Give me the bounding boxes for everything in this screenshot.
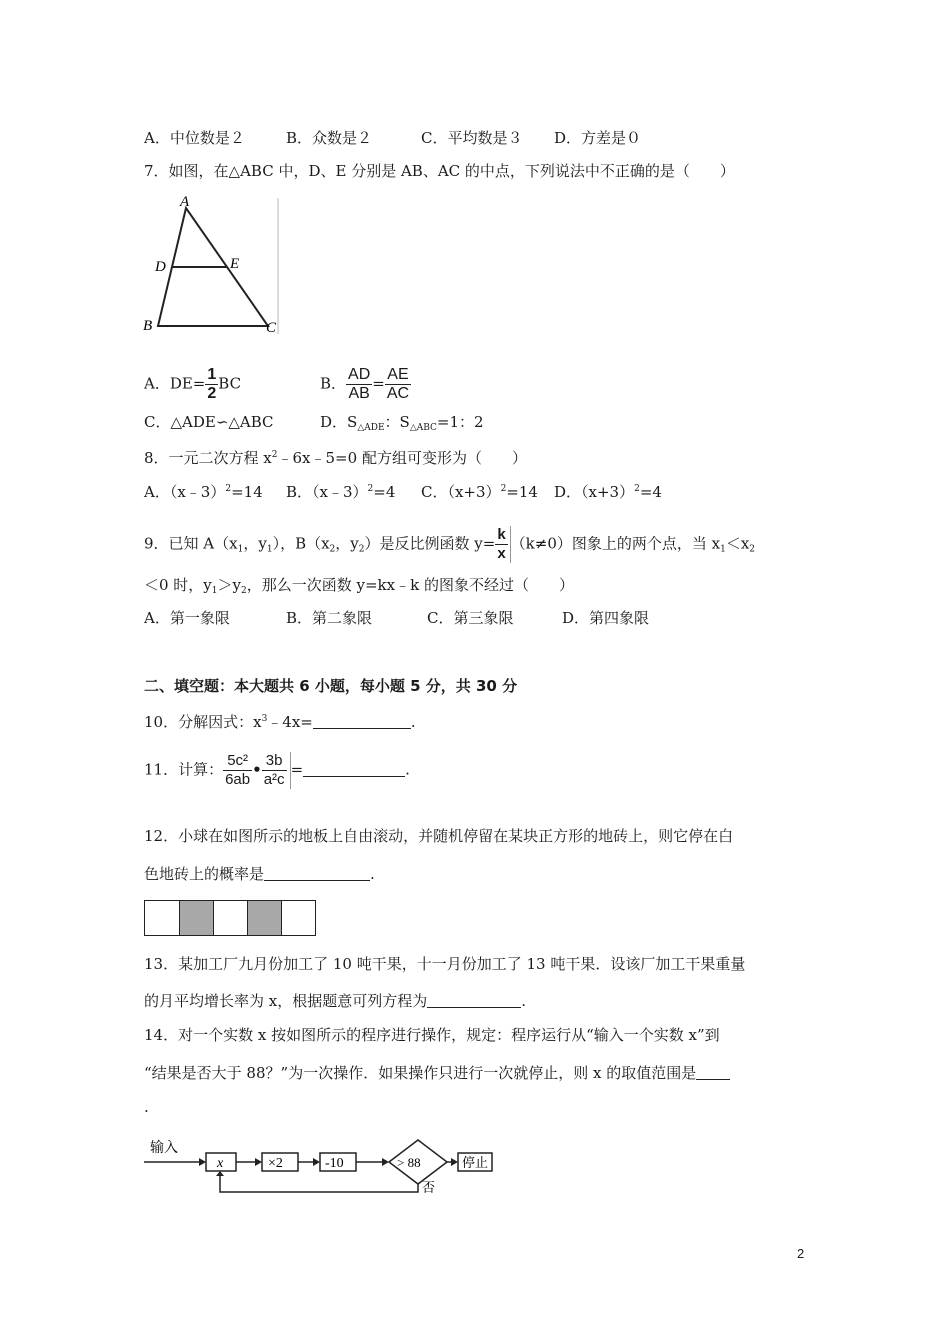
q7-option-d: D．$S_{\triangle ADE}$：$S_{\triangle ABC}=1$：2 [320,413,484,433]
q8-option-a: A．（x﹣3）$^2$=14 [144,483,263,501]
label-b: B [143,318,153,334]
answer-blank[interactable] [303,762,405,777]
q10: 10．分解因式：$x^3﹣4x=$ . [144,713,416,731]
q12-line-1: 12．小球在如图所示的地板上自由滚动，并随机停留在某块正方形的地砖上，则它停在白 [144,827,734,845]
floor-tile-white [145,901,179,935]
floor-tile-white [213,901,247,935]
q7-option-c: C．△ADE∽△ABC [144,413,274,431]
q8-stem: 8．一元二次方程 $x^2﹣6x﹣5=0$ 配方组可变形为（ ） [144,449,527,467]
q6-option-b: B．众数是２ [286,129,373,147]
q9-line-1: 9．已知 $A(x_1$，$y_1$），$B(x_2$，$y_2$）是反比例函数 y= $\frac{k}{x}$ （k≠0）图象上的两个点，当 $x_1<x_2$ [144,526,756,562]
q8-option-b: B．（x﹣3）$^2$=4 [286,483,396,501]
q6-option-a: A．中位数是２ [144,129,245,147]
label-a: A [180,194,190,210]
floor-tile-gray [179,901,213,935]
answer-blank[interactable] [313,714,411,729]
label-c: C [266,320,277,336]
q12-line-2: 色地砖上的概率是 . [144,865,375,883]
flow-input-label: 输入 [150,1141,178,1156]
flow-minus-10: -10 [325,1156,344,1171]
flow-stop: 停止 [462,1155,489,1170]
q9-option-c: C．第三象限 [427,609,514,627]
q7-stem: 7．如图，在△ABC 中，D、E 分别是 AB、AC 的中点，下列说法中不正确的是（ ） [144,162,735,180]
flow-no-label: 否 [422,1180,436,1195]
label-e: E [230,256,240,272]
flow-condition: > 88 [397,1155,421,1170]
q7-option-a: A．DE= $\frac{1}{2}$ BC [144,366,242,402]
q6-option-d: D．方差是０ [554,129,642,147]
flow-times-2: ×2 [268,1156,283,1171]
section-heading: 二、填空题：本大题共 6 小题，每小题 5 分，共 30 分 [144,677,518,695]
q14-line-2: “结果是否大于 88？”为一次操作．如果操作只进行一次就停止，则 x 的取值范围是 [144,1063,730,1083]
q14-line-3: . [144,1098,149,1116]
answer-blank[interactable] [427,993,521,1008]
q9-option-d: D．第四象限 [562,609,650,627]
q6-option-c: C．平均数是３ [421,129,523,147]
q9-line-2: ＜0 时，$y_1>y_2$，那么一次函数 y=kx﹣k 的图象不经过（ ） [144,576,574,596]
page-number: 2 [797,1246,805,1261]
answer-blank[interactable] [264,866,370,881]
q8-option-d: D．$(x+3)^2=4$ [554,483,662,501]
q7-option-b: B． $\frac{AD}{AB}$ = $\frac{AE}{AC}$ [320,366,410,402]
floor-tiles [144,900,316,936]
q11: 11．计算： $\frac{\text{5c²}}{6ab}$ • $\frac{3b}{\text{a²c}}$ = . [144,752,410,788]
floor-tile-white [281,901,315,935]
answer-blank[interactable] [696,1065,730,1080]
flowchart [142,1134,496,1196]
q9-option-b: B．第二象限 [286,609,373,627]
q13-line-2: 的月平均增长率为 x，根据题意可列方程为 . [144,992,527,1010]
q14-line-1: 14．对一个实数 x 按如图所示的程序进行操作，规定：程序运行从“输入一个实数 x”到 [144,1026,720,1044]
q13-line-1: 13．某加工厂九月份加工了 10 吨干果，十一月份加工了 13 吨干果．设该厂加工干果重量 [144,955,746,973]
flow-x: x [217,1156,224,1171]
q8-option-c: C．$(x+3)^2=14$ [421,483,538,501]
label-d: D [155,259,166,275]
triangle-figure [140,192,285,337]
floor-tile-gray [247,901,281,935]
q9-option-a: A．第一象限 [144,609,230,627]
